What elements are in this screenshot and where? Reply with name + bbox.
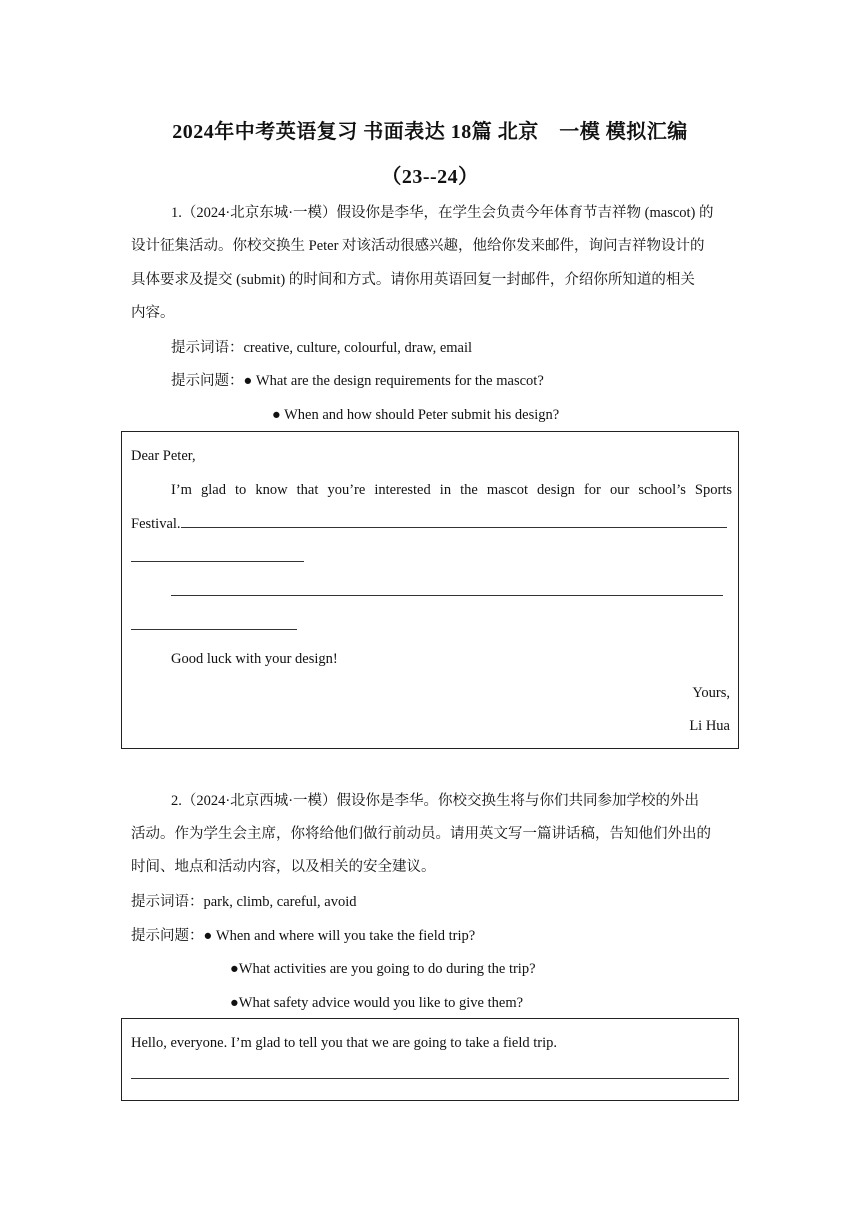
answer-blank-row-4: [131, 615, 731, 636]
q1-prompt-line-4: 内容。: [131, 305, 175, 321]
q2-hint-question-2: ●What activities are you going to do during the trip?: [230, 961, 536, 977]
q1-prompt-line-3: 具体要求及提交 (submit) 的时间和方式。请你用英语回复一封邮件，介绍你所知道的相关: [131, 272, 695, 288]
letter-body-festival: Festival.: [131, 516, 181, 532]
q2-hint-words: 提示词语：park, climb, careful, avoid: [131, 894, 357, 910]
letter-sign-yours: Yours,: [692, 685, 730, 701]
answer-blank-1[interactable]: [181, 513, 727, 528]
answer-blank-row-3: [171, 581, 771, 602]
answer-blank-3[interactable]: [171, 581, 723, 596]
answer-blank-5[interactable]: [131, 1064, 729, 1079]
q1-hint-question-1: 提示问题：● What are the design requirements for the mascot?: [171, 373, 544, 389]
q2-prompt-line-3: 时间、地点和活动内容，以及相关的安全建议。: [131, 859, 436, 875]
page-title: 2024年中考英语复习 书面表达 18篇 北京 一模 模拟汇编: [172, 121, 688, 143]
letter-sign-name: Li Hua: [689, 718, 730, 734]
q2-prompt-line-1: 2.（2024·北京西城·一模）假设你是李华。你校交换生将与你们共同参加学校的外出: [171, 793, 700, 809]
q1-prompt-line-2: 设计征集活动。你校交换生 Peter 对该活动很感兴趣，他给你发来邮件，询问吉祥物设计的: [131, 238, 705, 254]
q1-prompt-line-1: 1.（2024·北京东城·一模）假设你是李华，在学生会负责今年体育节吉祥物 (mascot) 的: [171, 205, 714, 221]
q2-hint-question-1: 提示问题：● When and where will you take the field trip?: [131, 928, 476, 944]
q2-answer-box: [121, 1018, 739, 1101]
letter-greeting: Dear Peter,: [131, 448, 196, 464]
letter-closing: Good luck with your design!: [171, 651, 338, 667]
q1-hint-words: 提示词语：creative, culture, colourful, draw, email: [171, 340, 473, 356]
page-subtitle: （23--24）: [381, 166, 479, 188]
q1-hint-question-2: ● When and how should Peter submit his design?: [272, 407, 560, 423]
letter-body-line-2: [131, 513, 731, 534]
speech-opening: Hello, everyone. I’m glad to tell you that we are going to take a field trip.: [131, 1035, 558, 1051]
answer-blank-2[interactable]: [131, 547, 304, 562]
answer-blank-row-5: [131, 1064, 731, 1085]
q2-hint-question-3: ●What safety advice would you like to give them?: [230, 995, 524, 1011]
answer-blank-4[interactable]: [131, 615, 297, 630]
q2-prompt-line-2: 活动。作为学生会主席，你将给他们做行前动员。请用英文写一篇讲话稿，告知他们外出的: [131, 826, 711, 842]
letter-body-line-1: I’m glad to know that you’re interested in the mascot design for our school’s Sports: [171, 482, 732, 498]
answer-blank-row-2: [131, 547, 731, 568]
